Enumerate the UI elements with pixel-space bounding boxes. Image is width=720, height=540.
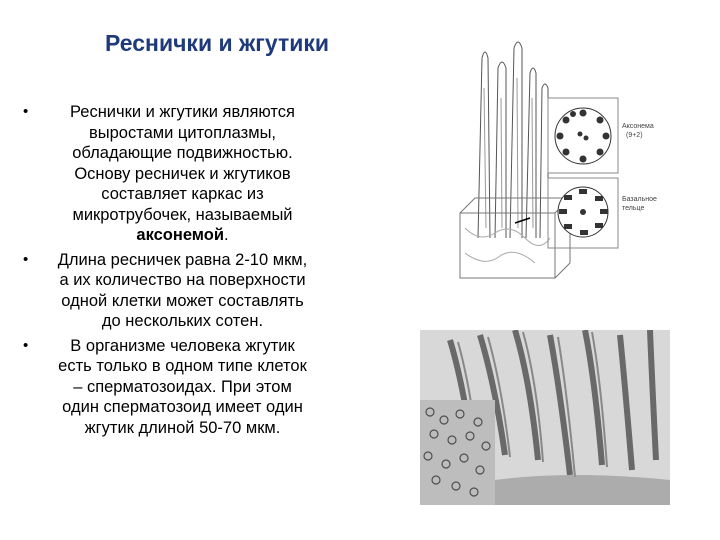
bullet-line: составляет каркас из (101, 185, 264, 203)
electron-micrograph-image (420, 330, 670, 505)
bullet-dot-icon: • (23, 250, 29, 268)
basal-body-cross-section-icon (558, 187, 608, 237)
axoneme-formula: (9+2) (626, 132, 643, 139)
term-axoneme: аксонемой (136, 226, 224, 244)
bullet-line: до нескольких сотен. (101, 312, 264, 330)
bullet-line: а их количество на поверхности (59, 271, 306, 289)
axoneme-cross-section-icon (555, 108, 611, 164)
slide-title: Реснички и жгутики (105, 30, 330, 56)
bullet-line: обладающие подвижностью. (72, 144, 293, 162)
bullet-punct: . (224, 226, 229, 244)
bullet-item (15, 250, 350, 332)
bullet-line: Основу ресничек и жгутиков (74, 164, 291, 183)
bullet-line: жгутик длиной 50-70 мкм. (84, 418, 281, 437)
bullet-line-last (15, 225, 350, 246)
bullet-line: Реснички и жгутики являются (69, 103, 295, 121)
bullet-item (15, 336, 350, 439)
micrograph-texture (420, 330, 670, 505)
bullet-list (15, 102, 350, 442)
basal-label-1: Базальное (622, 196, 657, 203)
bullet-dot-icon: • (23, 103, 29, 120)
bullet-line: Длина ресничек равна 2-10 мкм, (57, 250, 308, 269)
bullet-line: – сперматозоидах. При этом (73, 377, 292, 396)
bullet-line: микротрубочек, называемый (72, 205, 293, 224)
bullet-line: выростами цитоплазмы, (88, 123, 277, 142)
bullet-line: есть только в одном типе клеток (58, 357, 307, 375)
cilia-diagram (440, 28, 710, 293)
bullet-dot-icon: • (23, 336, 29, 354)
axoneme-label: Аксонема (622, 123, 654, 130)
bullet-item (15, 102, 350, 246)
bullet-line: В организме человека жгутик (70, 336, 295, 355)
bullet-line: одной клетки может составлять (61, 291, 304, 310)
basal-label-2: тельце (622, 205, 645, 212)
bullet-line: один сперматозоид имеет один (62, 398, 303, 416)
